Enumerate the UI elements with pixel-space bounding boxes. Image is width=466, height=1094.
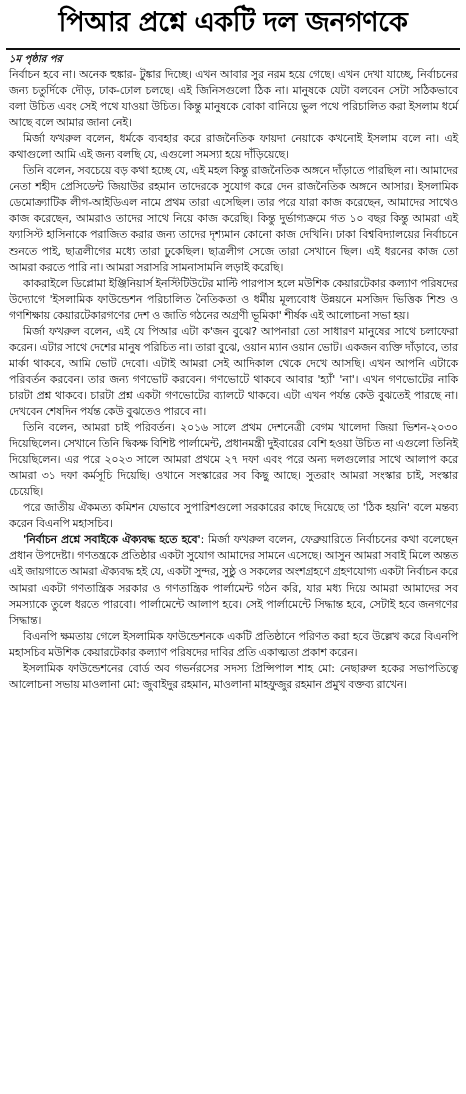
- paragraph-1: নির্বাচন হবে না। অনেক হুঙ্কার- টুঙ্কার দিচ্ছে। এখন আবার সুর নরম হয়ে গেছে। এখন দেখা যাচ্ছে, নির্বাচনের জন্য চতুর্দিকে দৌড়, ঢাক-ঢোল চলছে। এই জিনিসগুলো ঠিক না। মানুষকে যেটা বলবেন সেটা সঠিকভাবে বলা উচিত এবং সেই পথে যাওয়া উচিত। কিন্তু মানুষকে বোকা বানিয়ে ভুল পথে পরিচালিত করা ইসলাম ধর্মে আছে বলে আমার জানা নেই।: [9, 68, 458, 130]
- continuation-kicker: ১ম পৃষ্ঠার পর: [9, 54, 62, 65]
- subhead-title: 'নির্বাচন প্রশ্নে সবাইকে ঐক্যবদ্ধ হতে হবে': [23, 533, 201, 547]
- paragraph-8: বিএনপি ক্ষমতায় গেলে ইসলামিক ফাউন্ডেশনকে একটি প্রতিষ্ঠানে পরিণত করা হবে উল্লেখ করে বিএনপি মহাসচিব মউশিক কেয়ারটেকার কল্যাণ পরিষদের দাবির প্রতি একাত্মতা প্রকাশ করেন।: [9, 629, 458, 659]
- paragraph-4: কাকরাইলে ডিপ্লোমা ইঞ্জিনিয়ার্স ইনস্টিটিউটের মাল্টি পারপাস হলে মউশিক কেয়ারটেকার কল্যাণ পরিষদের উদ্যোগে 'ইসলামিক ফাউন্ডেশন পরিচালিত নৈতিকতা ও ধর্মীয় মূল্যবোধ উন্নয়নে মসজিদ ভিত্তিক শিশু ও গণশিক্ষায় কেয়ারটেকারগণের দেশ ও জাতি গঠনের অগ্রণী ভূমিকা' শীর্ষক এই আলোচনা সভা হয়।: [9, 276, 458, 322]
- paragraph-3: তিনি বলেন, সবচেয়ে বড় কথা হচ্ছে যে, এই মহল কিন্তু রাজনৈতিক অঙ্গনে দাঁড়াতে পারছিল না। আমাদের নেতা শহীদ প্রেসিডেন্ট জিয়াউর রহমান তাদেরকে সুযোগ করে দেন রাজনৈতিক অঙ্গনে আসার। ইসলামিক ডেমোক্র্যাটিক লীগ-আইডিএল নামে প্রথম তারা এসেছিল। তার পরে যারা কাজ করেছেন, আমাদের সাথেও কাজ করেছেন, আমরাও তাদের সাথে নিয়ে কাজ করেছি। কিন্তু দুর্ভাগ্যক্রমে গত ১০ বছর কিন্তু আমরা এই ফ্যাসিস্ট হাসিনাকে পরাজিত করার জন্য তাদের দৃশ্যমান কোনো কাজ দেখিনি। ঢাকা বিশ্ববিদ্যালয়ের নির্বাচনে শুনতে পাই, ছাত্রলীগের মধ্যে তারা ঢুকেছিল। ছাত্রলীগ সেজে তারা সেখানে ছিল। এই ধরনের কাজ তো আমরা করতে পারি না। আমরা সরাসরি সামনাসামনি লড়াই করেছি।: [9, 164, 458, 274]
- paragraph-7: পরে জাতীয় ঐকমত্য কমিশন যেভাবে সুপারিশগুলো সরকারের কাছে দিয়েছে তা 'ঠিক হয়নি' বলে মন্তব্য করেন বিএনপি মহাসচিব।: [9, 501, 458, 531]
- headline: পিআর প্রশ্নে একটি দল জনগণকে: [58, 6, 408, 38]
- paragraph-6: তিনি বলেন, আমরা চাই পরিবর্তন। ২০১৬ সালে প্রথম দেশনেত্রী বেগম খালেদা জিয়া ভিশন-২০৩০ দিয়েছিলেন। সেখানে তিনি দ্বিকক্ষ বিশিষ্ট পার্লামেন্ট, প্রধানমন্ত্রী দুইবারের বেশি হওয়া উচিত না এগুলো তিনিই দিয়েছিলেন। এর পরে ২০২৩ সালে আমরা প্রথমে ২৭ দফা এবং পরে অন্য দলগুলোর সাথে আলাপ করে আমরা ৩১ দফা কর্মসূচি দিয়েছি। ওখানে সংস্কারের সব কিছু আছে। সুতরাং আমরা সংস্কার চাই, সংস্কার চেয়েছি।: [9, 421, 458, 499]
- paragraph-2: মির্জা ফখরুল বলেন, ধর্মকে ব্যবহার করে রাজনৈতিক ফায়দা নেয়াকে কখনোই ইসলাম বলে না। এই কথাগুলো আমি এই জন্য বলছি যে, এগুলো সমস্যা হয়ে দাঁড়িয়েছে।: [9, 132, 458, 162]
- article-body: [0, 50, 466, 693]
- subhead-paragraph: [9, 532, 458, 628]
- paragraph-9: ইসলামিক ফাউন্ডেশনের বোর্ড অব গভর্নরসের সদস্য প্রিন্সিপাল শাহ মো: নেছারুল হকের সভাপতিত্বে আলোচনা সভায় মাওলানা মো: জুবাইদুর রহমান, মাওলানা মাহফুজুর রহমান প্রমুখ বক্তব্য রাখেন।: [9, 661, 458, 691]
- subhead-text: : মির্জা ফখরুল বলেন, ফেব্রুয়ারিতে নির্বাচনের কথা বলেছেন প্রধান উপদেষ্টা। গণতন্ত্রকে প্রতিষ্ঠার একটা সুযোগ আমাদের সামনে এসেছে। আসুন আমরা সবাই মিলে অন্তত এই জায়গাতে আমরা ঐক্যবদ্ধ হই যে, একটা সুন্দর, সুষ্ঠু ও সকলের অংশগ্রহণে গ্রহণযোগ্য একটা নির্বাচন করে আমরা একটা গণতান্ত্রিক সরকার ও গণতান্ত্রিক পার্লামেন্ট গঠন করি, যার মধ্য দিয়ে আমরা আমাদের সব সমস্যাকে তুলে ধরতে পারবো। পার্লামেন্টে আলাপ হবে। সেই পার্লামেন্টে সিদ্ধান্ত হবে, সেটাই হবে জনগণের সিদ্ধান্ত।: [9, 533, 459, 627]
- paragraph-5: মির্জা ফখরুল বলেন, এই যে পিআর এটা ক'জন বুঝে? আপনারা তো সাধারণ মানুষের সাথে চলাফেরা করেন। এটার সাথে দেশের মানুষ পরিচিত না। তারা বুঝে, ওয়ান ম্যান ওয়ান ভোট। একজন ব্যক্তি দাঁড়াবে, তার মার্কা থাকবে, আমি ভোট দেবো। এটাই আমরা সেই আদিকাল থেকে দেখে আসছি। এখন আপনি এটাকে পরিবর্তন করবেন। তার জন্য গণভোট করবেন। গণভোটে থাকবে আবার 'হ্যাঁ' 'না'। এখন গণভোটের নাকি চারটা প্রশ্ন থাকবে। চারটা প্রশ্ন একটা গণভোটের ব্যালটে থাকবে। এটা এখন পর্যন্ত কেউ বুঝতেই পারছে না। দেখবেন শেষদিন পর্যন্ত কেউ বুঝতেও পারবে না।: [9, 324, 458, 418]
